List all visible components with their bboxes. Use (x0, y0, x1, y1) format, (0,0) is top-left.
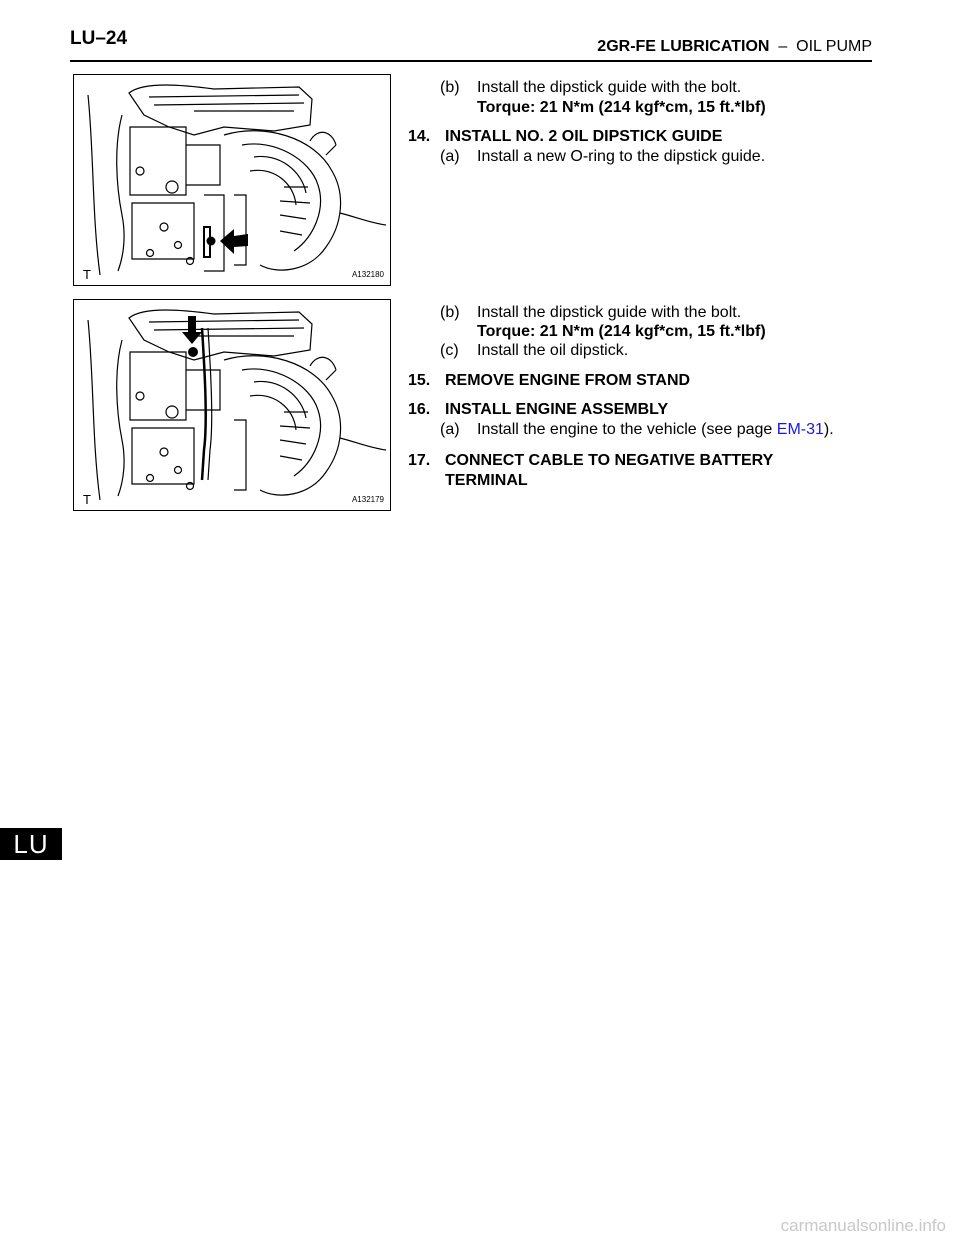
step-text: Install the engine to the vehicle (see page (477, 421, 777, 438)
step-14 (408, 127, 722, 147)
step-16a (440, 420, 834, 440)
header-rule (70, 60, 872, 62)
title-separator: – (778, 38, 788, 55)
step-label: (a) (440, 148, 460, 165)
section-side-tab: LU (0, 828, 62, 860)
step-text: Install the dipstick guide with the bolt. (477, 79, 742, 96)
step-text: Install the oil dipstick. (477, 342, 629, 359)
step-17-title-cont: TERMINAL (445, 472, 528, 489)
step-text: Install the dipstick guide with the bolt. (477, 304, 742, 321)
watermark: carmanualsonline.info (780, 1216, 946, 1235)
step-label: (a) (440, 421, 460, 438)
subsection-title: OIL PUMP (796, 38, 872, 55)
torque-spec: Torque: 21 N*m (214 kgf*cm, 15 ft.*lbf) (477, 99, 766, 116)
figure-engine-dipstick-guide-bolt (73, 74, 391, 286)
step-title: CONNECT CABLE TO NEGATIVE BATTERY (445, 452, 774, 469)
step-title: REMOVE ENGINE FROM STAND (445, 372, 691, 389)
engine-illustration (74, 75, 390, 285)
figure-code: A132180 (351, 270, 384, 279)
page-code: LU–24 (70, 28, 128, 49)
step-17 (408, 451, 773, 471)
torque-spec: Torque: 21 N*m (214 kgf*cm, 15 ft.*lbf) (477, 323, 766, 340)
step-number: 15. (408, 372, 431, 389)
step-14b (440, 303, 741, 323)
step-number: 17. (408, 452, 431, 469)
figure-engine-oil-dipstick (73, 299, 391, 511)
step-text: Install a new O-ring to the dipstick guide. (477, 148, 766, 165)
section-title: 2GR-FE LUBRICATION (597, 38, 770, 55)
step-title: INSTALL NO. 2 OIL DIPSTICK GUIDE (445, 128, 723, 145)
figure-code: A132179 (351, 495, 384, 504)
figure-orientation-mark: T (83, 492, 91, 507)
step-label: (c) (440, 342, 459, 359)
figure-orientation-mark: T (83, 267, 91, 282)
step-15 (408, 371, 690, 391)
step-14c (440, 341, 628, 361)
step-16 (408, 400, 668, 420)
step-number: 14. (408, 128, 431, 145)
page-title (0, 38, 872, 56)
step-13b (440, 78, 741, 98)
engine-illustration (74, 300, 390, 510)
step-14a (440, 147, 765, 167)
step-label: (b) (440, 79, 460, 96)
step-text-end: ). (823, 421, 834, 438)
step-number: 16. (408, 401, 431, 418)
step-label: (b) (440, 304, 460, 321)
page-link-em-31[interactable]: EM-31 (776, 421, 824, 438)
step-title: INSTALL ENGINE ASSEMBLY (445, 401, 669, 418)
